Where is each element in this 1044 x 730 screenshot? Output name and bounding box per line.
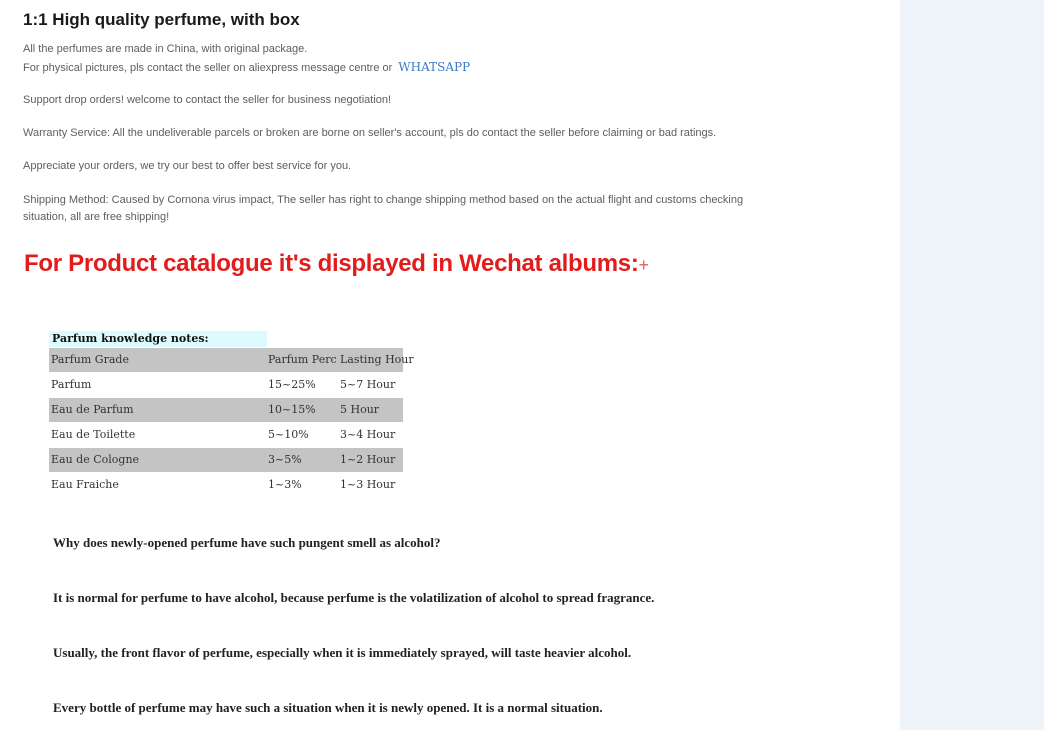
table-header-row [49, 348, 414, 372]
catalog-plus: + [638, 255, 649, 275]
page-title: 1:1 High quality perfume, with box [23, 10, 300, 29]
table-cell: 1~3% [268, 478, 302, 491]
faq-answer-normal: Every bottle of perfume may have such a situation when it is newly opened. It is a normal situation. [53, 700, 603, 715]
table-row [49, 473, 403, 497]
intro-line-drop-orders: Support drop orders! welcome to contact the seller for business negotiation! [23, 94, 392, 106]
table-cell: 10~15% [268, 403, 316, 416]
intro-line-contact-text: For physical pictures, pls contact the seller on aliexpress message centre or [23, 62, 393, 74]
notes-heading: Parfum knowledge notes: [49, 331, 267, 347]
intro-line-contact [23, 60, 470, 74]
side-panel [900, 0, 1044, 730]
faq-answer-alcohol: It is normal for perfume to have alcohol, because perfume is the volatilization of alcohol to spread fragrance. [53, 590, 655, 605]
whatsapp-link[interactable]: WHATSAPP [398, 60, 471, 74]
faq-question: Why does newly-opened perfume have such pungent smell as alcohol? [53, 535, 441, 550]
column-header: Lasting Hour [340, 353, 414, 366]
table-row [49, 423, 403, 447]
catalog-notice [24, 250, 649, 278]
table-cell: 15~25% [268, 378, 316, 391]
intro-line-warranty: Warranty Service: All the undeliverable parcels or broken are borne on seller's account, pls do contact the seller before claiming or bad ratings. [23, 127, 717, 139]
faq-answer-front-flavor: Usually, the front flavor of perfume, especially when it is immediately sprayed, will taste heavier alcohol. [53, 645, 632, 660]
intro-line-shipping-cont: situation, all are free shipping! [23, 211, 170, 223]
table-cell: Eau de Parfum [51, 403, 134, 416]
table-cell: Eau de Cologne [51, 453, 140, 466]
column-header: Parfum Grade [51, 353, 129, 366]
table-cell: 1~3 Hour [340, 478, 396, 491]
table-cell: 3~4 Hour [340, 428, 396, 441]
intro-line-shipping: Shipping Method: Caused by Cornona virus impact, The seller has right to change shipping method based on the actual flight and customs checking [23, 194, 744, 206]
table-cell: 5~10% [268, 428, 309, 441]
table-row [49, 448, 403, 472]
column-header: Parfum Perc [268, 353, 337, 366]
intro-line-origin: All the perfumes are made in China, with original package. [23, 43, 308, 55]
intro-line-appreciate: Appreciate your orders, we try our best to offer best service for you. [23, 160, 352, 172]
table-row [49, 398, 403, 422]
table-row [49, 373, 403, 397]
table-cell: 5 Hour [340, 403, 380, 416]
table-cell: Eau Fraiche [51, 478, 119, 491]
table-cell: 5~7 Hour [340, 378, 396, 391]
catalog-notice-text: For Product catalogue it's displayed in Wechat albums: [24, 250, 639, 277]
table-cell: Parfum [51, 378, 92, 391]
table-cell: 3~5% [268, 453, 302, 466]
table-cell: 1~2 Hour [340, 453, 396, 466]
table-cell: Eau de Toilette [51, 428, 136, 441]
